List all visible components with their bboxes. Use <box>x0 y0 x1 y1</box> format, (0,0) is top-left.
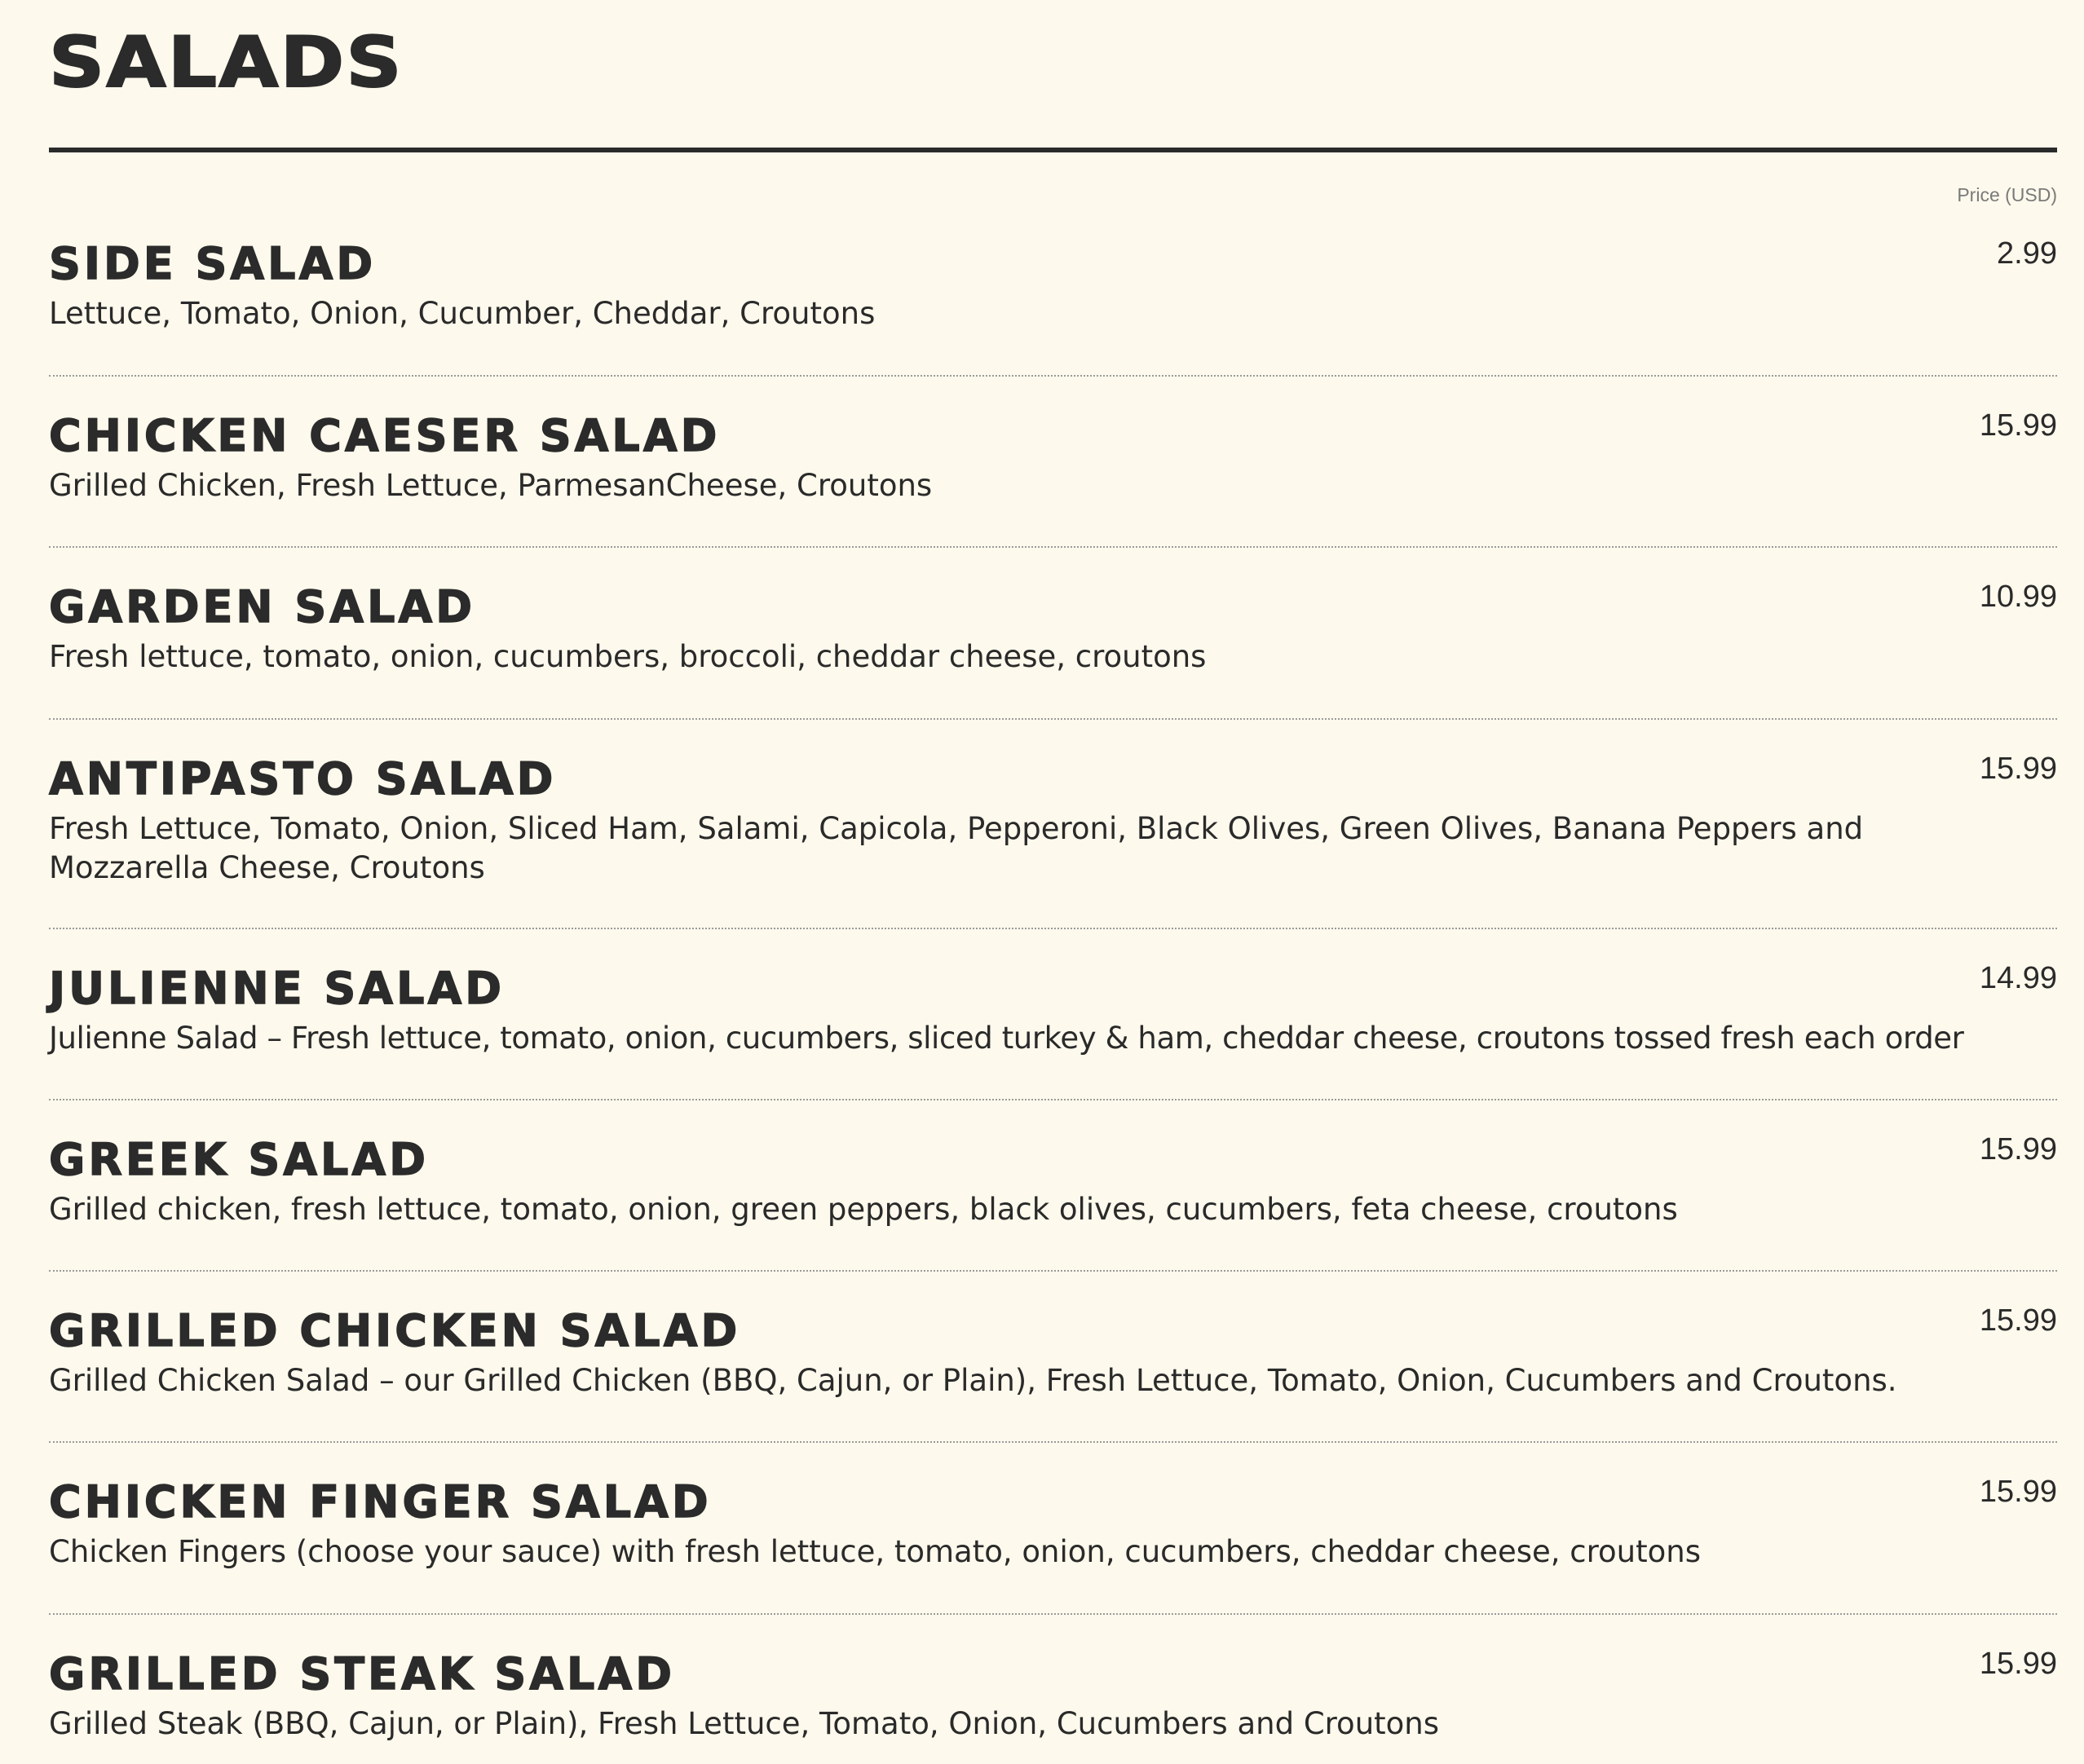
item-divider <box>49 1270 2057 1272</box>
item-divider <box>49 1613 2057 1615</box>
item-name: GRILLED CHICKEN SALAD <box>49 1305 741 1356</box>
item-name: ANTIPASTO SALAD <box>49 753 557 805</box>
item-description: Grilled Steak (BBQ, Cajun, or Plain), Fresh Lettuce, Tomato, Onion, Cucumbers and Croutons <box>49 1706 1440 1741</box>
item-name: CHICKEN CAESER SALAD <box>49 410 721 461</box>
item-price: 15.99 <box>1979 1647 2057 1681</box>
price-column-header: Price (USD) <box>1957 184 2057 205</box>
item-name: SIDE SALAD <box>49 238 377 289</box>
item-description: Fresh lettuce, tomato, onion, cucumbers, broccoli, cheddar cheese, croutons <box>49 639 1207 674</box>
item-name: GARDEN SALAD <box>49 581 476 633</box>
item-divider <box>49 928 2057 929</box>
salads-menu-page <box>49 0 2057 1764</box>
item-description: Lettuce, Tomato, Onion, Cucumber, Cheddar, Croutons <box>49 296 876 331</box>
item-name: CHICKEN FINGER SALAD <box>49 1476 712 1528</box>
item-divider <box>49 718 2057 720</box>
item-divider <box>49 1099 2057 1100</box>
item-name: GRILLED STEAK SALAD <box>49 1648 676 1700</box>
item-description: Chicken Fingers (choose your sauce) with fresh lettuce, tomato, onion, cucumbers, cheddar cheese, croutons <box>49 1534 1702 1569</box>
item-price: 15.99 <box>1979 1132 2057 1166</box>
item-price: 10.99 <box>1979 580 2057 614</box>
item-description: Julienne Salad – Fresh lettuce, tomato, onion, cucumbers, sliced turkey & ham, cheddar cheese, croutons tossed fresh each order <box>49 1021 1964 1056</box>
section-title: SALADS <box>49 22 404 104</box>
item-name: GREEK SALAD <box>49 1134 430 1185</box>
item-price: 15.99 <box>1979 1475 2057 1509</box>
item-price: 2.99 <box>1997 236 2057 271</box>
item-price: 14.99 <box>1979 961 2057 995</box>
item-name: JULIENNE SALAD <box>49 963 506 1014</box>
item-description: Grilled Chicken Salad – our Grilled Chicken (BBQ, Cajun, or Plain), Fresh Lettuce, Tomato, Onion, Cucumbers and Croutons. <box>49 1363 1897 1398</box>
item-price: 15.99 <box>1979 752 2057 786</box>
item-price: 15.99 <box>1979 408 2057 443</box>
item-divider <box>49 375 2057 377</box>
item-divider <box>49 1441 2057 1443</box>
item-description: Grilled chicken, fresh lettuce, tomato, onion, green peppers, black olives, cucumbers, feta cheese, croutons <box>49 1192 1678 1227</box>
item-price: 15.99 <box>1979 1303 2057 1338</box>
menu-item-list <box>49 0 2057 1764</box>
item-description: Fresh Lettuce, Tomato, Onion, Sliced Ham, Salami, Capicola, Pepperoni, Black Olives, Green Olives, Banana Peppers and Mozzarella Cheese, Croutons <box>49 811 1864 885</box>
item-description: Grilled Chicken, Fresh Lettuce, ParmesanCheese, Croutons <box>49 468 933 503</box>
item-divider <box>49 546 2057 548</box>
